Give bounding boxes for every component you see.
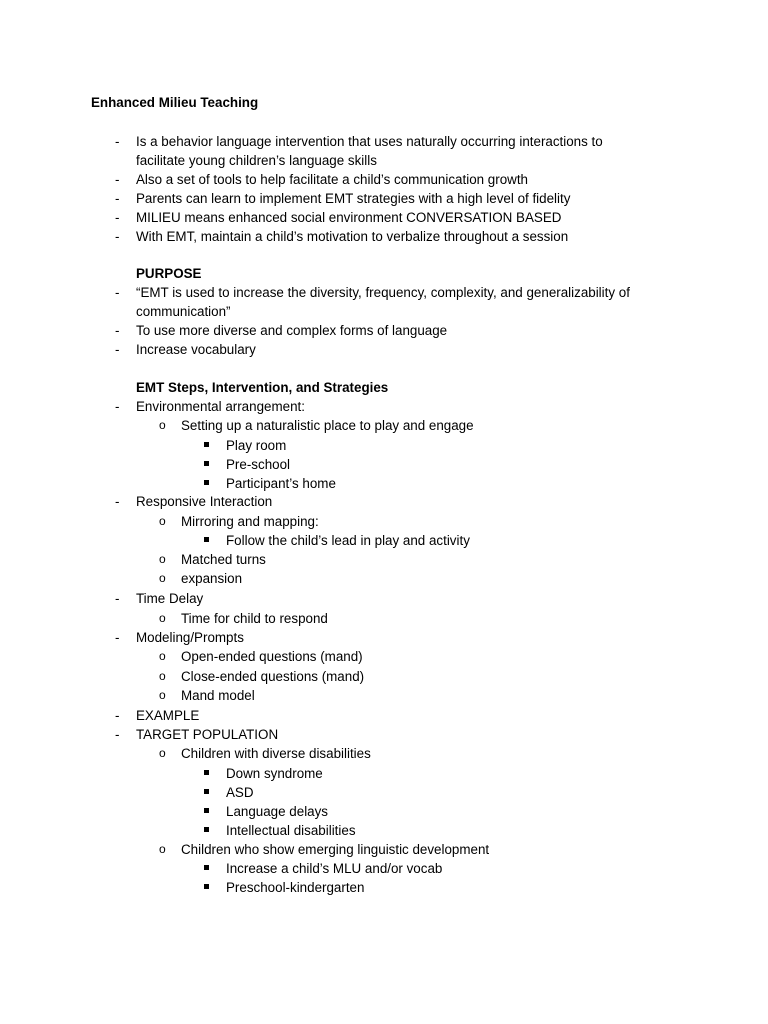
example: EXAMPLE xyxy=(136,708,200,723)
circle-marker: o xyxy=(159,611,166,625)
dash-marker: - xyxy=(115,727,120,742)
dash-marker: - xyxy=(115,134,120,149)
environmental-arrangement: Environmental arrangement: xyxy=(136,399,305,414)
target-population: TARGET POPULATION xyxy=(136,727,279,742)
square-bullet xyxy=(204,789,209,794)
matched-turns: Matched turns xyxy=(181,552,266,567)
intro-item-3: Parents can learn to implement EMT strategies with a high level of fidelity xyxy=(136,191,571,206)
time-delay: Time Delay xyxy=(136,591,204,606)
intro-item-1-continued: facilitate young children’s language skills xyxy=(136,153,377,168)
dash-marker: - xyxy=(115,494,120,509)
emerging-linguistic-development: Children who show emerging linguistic development xyxy=(181,842,490,857)
place-pre-school: Pre-school xyxy=(226,457,291,472)
dash-marker: - xyxy=(115,591,120,606)
intro-item-4: MILIEU means enhanced social environment CONVERSATION BASED xyxy=(136,210,562,225)
square-bullet xyxy=(204,537,209,542)
circle-marker: o xyxy=(159,418,166,432)
square-bullet xyxy=(204,461,209,466)
square-bullet xyxy=(204,808,209,813)
open-ended-questions: Open-ended questions (mand) xyxy=(181,649,363,664)
expansion: expansion xyxy=(181,571,243,586)
intro-item-1: Is a behavior language intervention that uses naturally occurring interactions to xyxy=(136,134,603,149)
circle-marker: o xyxy=(159,514,166,528)
dash-marker: - xyxy=(115,229,120,244)
square-bullet xyxy=(204,480,209,485)
circle-marker: o xyxy=(159,552,166,566)
square-bullet xyxy=(204,865,209,870)
follow-lead: Follow the child’s lead in play and activity xyxy=(226,533,470,548)
square-bullet xyxy=(204,884,209,889)
place-participants-home: Participant’s home xyxy=(226,476,336,491)
purpose-item-1-continued: communication” xyxy=(136,304,231,319)
close-ended-questions: Close-ended questions (mand) xyxy=(181,669,365,684)
diverse-disabilities: Children with diverse disabilities xyxy=(181,746,371,761)
dash-marker: - xyxy=(115,630,120,645)
dash-marker: - xyxy=(115,285,120,300)
purpose-item-1: “EMT is used to increase the diversity, frequency, complexity, and generalizability of xyxy=(136,285,630,300)
circle-marker: o xyxy=(159,842,166,856)
down-syndrome: Down syndrome xyxy=(226,766,323,781)
language-delays: Language delays xyxy=(226,804,329,819)
circle-marker: o xyxy=(159,571,166,585)
asd: ASD xyxy=(226,785,254,800)
mirroring-mapping: Mirroring and mapping: xyxy=(181,514,319,529)
purpose-item-3: Increase vocabulary xyxy=(136,342,256,357)
circle-marker: o xyxy=(159,669,166,683)
preschool-kindergarten: Preschool-kindergarten xyxy=(226,880,365,895)
dash-marker: - xyxy=(115,708,120,723)
circle-marker: o xyxy=(159,688,166,702)
place-play-room: Play room xyxy=(226,438,287,453)
mand-model: Mand model xyxy=(181,688,255,703)
dash-marker: - xyxy=(115,172,120,187)
steps-heading: EMT Steps, Intervention, and Strategies xyxy=(136,380,389,395)
square-bullet xyxy=(204,770,209,775)
dash-marker: - xyxy=(115,323,120,338)
increase-mlu-vocab: Increase a child’s MLU and/or vocab xyxy=(226,861,443,876)
modeling-prompts: Modeling/Prompts xyxy=(136,630,244,645)
document-title: Enhanced Milieu Teaching xyxy=(91,95,259,110)
circle-marker: o xyxy=(159,746,166,760)
intellectual-disabilities: Intellectual disabilities xyxy=(226,823,356,838)
dash-marker: - xyxy=(115,210,120,225)
dash-marker: - xyxy=(115,191,120,206)
intro-item-2: Also a set of tools to help facilitate a child’s communication growth xyxy=(136,172,529,187)
responsive-interaction: Responsive Interaction xyxy=(136,494,273,509)
purpose-heading: PURPOSE xyxy=(136,266,202,281)
square-bullet xyxy=(204,442,209,447)
dash-marker: - xyxy=(115,342,120,357)
purpose-item-2: To use more diverse and complex forms of language xyxy=(136,323,448,338)
square-bullet xyxy=(204,827,209,832)
dash-marker: - xyxy=(115,399,120,414)
circle-marker: o xyxy=(159,649,166,663)
naturalistic-place: Setting up a naturalistic place to play and engage xyxy=(181,418,474,433)
time-to-respond: Time for child to respond xyxy=(181,611,328,626)
intro-item-5: With EMT, maintain a child’s motivation to verbalize throughout a session xyxy=(136,229,569,244)
